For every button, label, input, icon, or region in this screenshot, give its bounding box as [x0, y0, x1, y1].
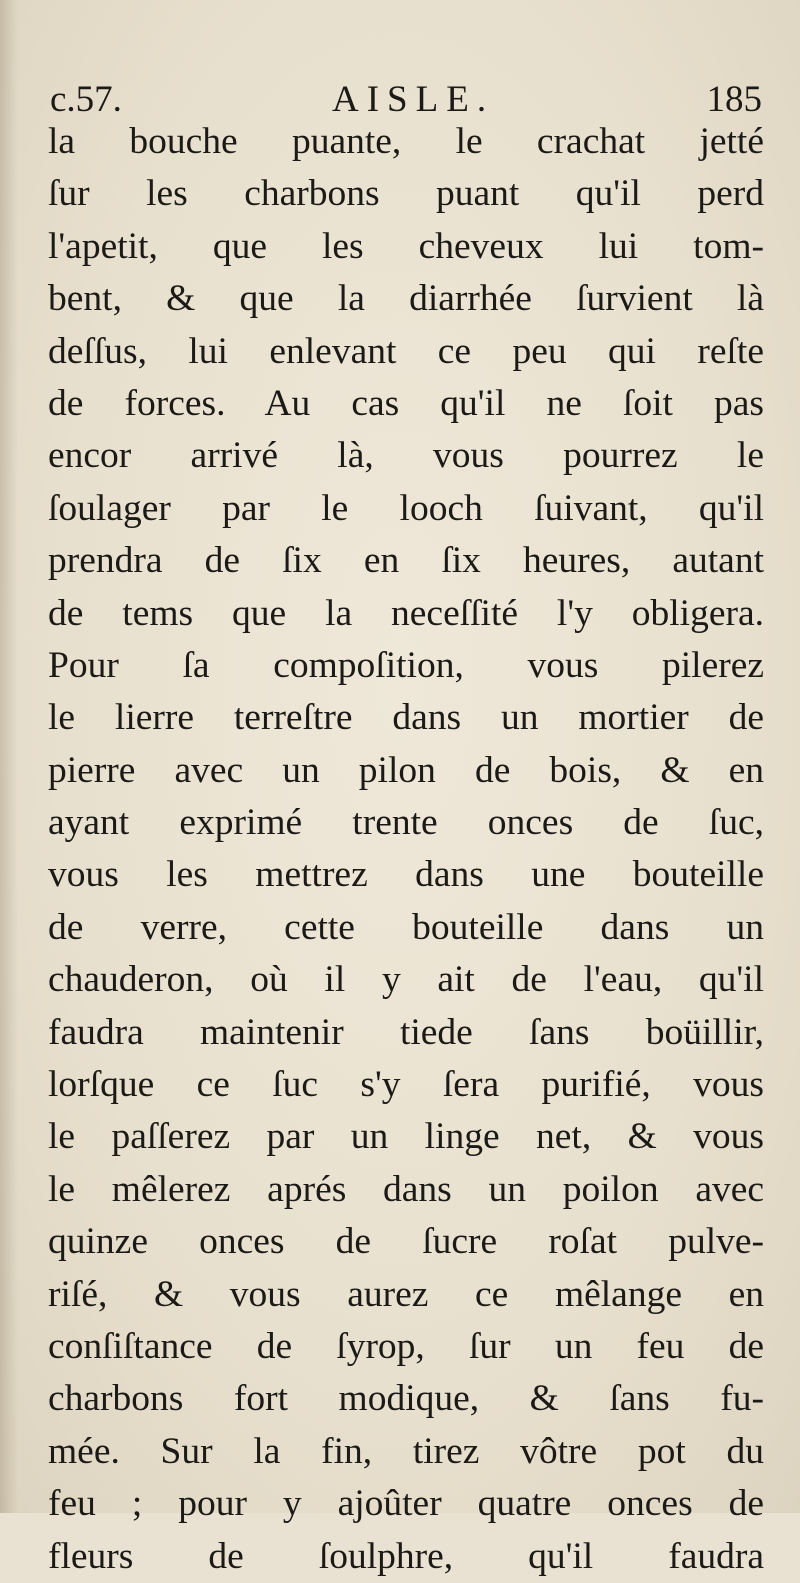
text-line: de verre, cette bouteille dans un: [48, 906, 764, 948]
text-line: ayant exprimé trente onces de ſuc,: [48, 802, 764, 844]
text-line: de forces. Au cas qu'il ne ſoit pas: [48, 382, 764, 424]
text-line: fleurs de ſoulphre, qu'il faudra: [48, 1535, 764, 1577]
text-line: la bouche puante, le crachat jetté: [48, 121, 764, 162]
page-number: 185: [706, 79, 762, 120]
text-line: le paſſerez par un linge net, & vous: [48, 1116, 764, 1158]
text-line: feu ; pour y ajoûter quatre onces de: [48, 1483, 764, 1525]
text-line: lorſque ce ſuc s'y ſera purifié, vous: [48, 1064, 764, 1106]
text-line: ſoulager par le looch ſuivant, qu'il: [48, 487, 764, 529]
text-line: Pour ſa compoſition, vous pilerez: [48, 644, 764, 686]
text-line: quinze onces de ſucre roſat pulve-: [48, 1221, 764, 1263]
text-line: le mêlerez aprés dans un poilon avec: [48, 1168, 764, 1210]
header-title: AISLE.: [332, 79, 495, 120]
text-line: mée. Sur la fin, tirez vôtre pot du: [48, 1430, 764, 1472]
text-line: chauderon, où il y ait de l'eau, qu'il: [48, 959, 764, 1001]
text-line: le lierre terreſtre dans un mortier de: [48, 697, 764, 739]
body-text: [48, 116, 764, 1583]
text-line: de tems que la neceſſité l'y obligera.: [48, 592, 764, 634]
text-line: encor arrivé là, vous pourrez le: [48, 435, 764, 477]
text-line: pierre avec un pilon de bois, & en: [48, 749, 764, 791]
text-line: deſſus, lui enlevant ce peu qui reſte: [48, 330, 764, 372]
text-line: l'apetit, que les cheveux lui tom-: [48, 225, 764, 267]
text-line: conſiſtance de ſyrop, ſur un feu de: [48, 1325, 764, 1367]
text-line: vous les mettrez dans une bouteille: [48, 854, 764, 896]
text-line: prendra de ſix en ſix heures, autant: [48, 540, 764, 582]
text-line: riſé, & vous aurez ce mêlange en: [48, 1273, 764, 1315]
text-line: ſur les charbons puant qu'il perd: [48, 173, 764, 215]
text-line: charbons fort modique, & ſans fu-: [48, 1378, 764, 1420]
header-chapter-ref: c.57.: [50, 79, 122, 120]
text-line: faudra maintenir tiede ſans boüillir,: [48, 1011, 764, 1053]
text-line: bent, & que la diarrhée ſurvient là: [48, 278, 764, 320]
